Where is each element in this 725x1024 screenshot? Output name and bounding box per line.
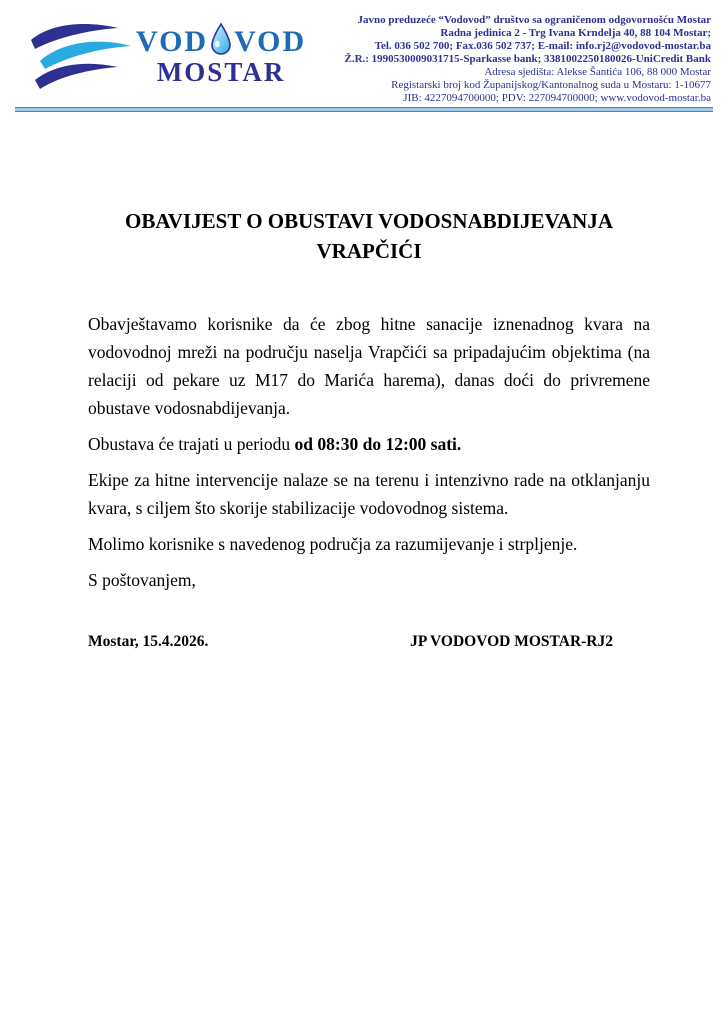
footer [88,632,650,652]
header-divider [15,107,713,112]
logo-text [136,22,306,88]
page-title-line1: OBAVIJEST O OBUSTAVI VODOSNABDIJEVANJA [125,209,613,233]
page-title-line2: VRAPČIĆI [316,239,422,263]
paragraph-intro: Obavještavamo korisnike da će zbog hitne sanacije iznenadnog kvara na vodovodnoj mreži na području naselja Vrapčići sa pripadajućim objektima (na relaciji od pekare uz M17 do Marića harema), danas doći do privremene obustave vodosnabdijevanja. [88,314,650,418]
paragraph-period-prefix: Obustava će trajati u periodu [88,434,295,454]
company-name-line: Javno preduzeće “Vodovod” društvo sa ograničenom odgovornošću Mostar [357,14,711,26]
notice-body [88,310,650,594]
company-info-block [344,14,711,105]
footer-signature: JP VODOVOD MOSTAR-RJ2 [410,633,613,650]
company-registry-line: Registarski broj kod Županijskog/Kantonalnog suda u Mostaru: 1-10677 [391,79,711,91]
letterhead [0,0,725,105]
paragraph-apology: Molimo korisnike s navedenog područja za razumijevanje i strpljenje. [88,534,578,554]
logo-word-part2: VOD [234,25,307,58]
company-tax-web-line: JIB: 4227094700000; PDV: 227094700000; www.vodovod-mostar.ba [403,92,711,104]
company-logo [28,20,306,92]
company-bank-line: Ž.R.: 1990530009031715-Sparkasse bank; 3381002250180026-UniCredit Bank [344,53,711,65]
paragraph-closing: S poštovanjem, [88,570,196,590]
paragraph-period [88,430,650,458]
paragraph-crews: Ekipe za hitne intervencije nalaze se na terenu i intenzivno rade na otklanjanju kvara, s ciljem što skorije stabilizacije vodovodnog sistema. [88,470,650,518]
company-seat-line: Adresa sjedišta: Alekse Šantića 106, 88 000 Mostar [484,66,711,78]
page-title [88,206,650,266]
logo-wordmark [136,22,306,57]
company-contact-line: Tel. 036 502 700; Fax.036 502 737; E-mail: info.rj2@vodovod-mostar.ba [374,40,711,52]
logo-city: MOSTAR [156,57,286,87]
paragraph-period-time: od 08:30 do 12:00 sati. [294,434,462,454]
company-address-line: Radna jedinica 2 - Trg Ivana Krndelja 40, 88 104 Mostar; [440,27,711,39]
logo-word-part1: VOD [136,25,209,58]
footer-date: Mostar, 15.4.2026. [88,633,209,650]
water-waves-icon [28,20,132,92]
water-drop-icon [209,22,233,58]
